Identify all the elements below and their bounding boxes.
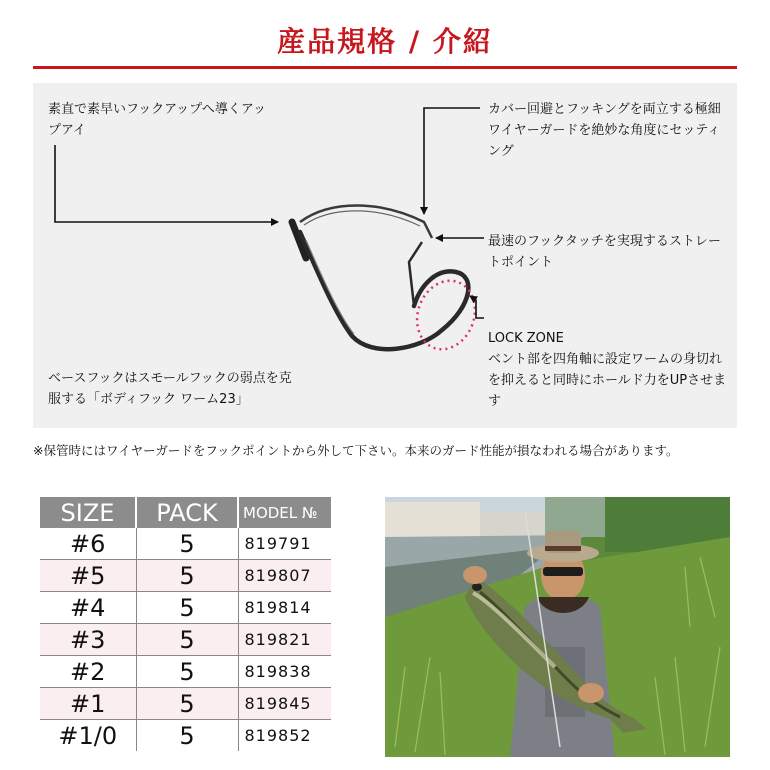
pack-cell: 5 [136, 720, 238, 752]
table-row [40, 688, 331, 720]
size-cell: #1/0 [58, 721, 118, 750]
base-hook-annotation: ベースフックはスモールフックの弱点を克服する「ボディフック ワーム23」 [48, 371, 292, 407]
title-divider [33, 66, 737, 69]
pack-cell: 5 [136, 592, 238, 624]
angler-photo [385, 497, 730, 757]
size-cell: #5 [40, 560, 136, 592]
model-cell: 819821 [238, 624, 331, 656]
model-cell: 819852 [238, 720, 331, 752]
lock-zone-title: LOCK ZONE [488, 331, 564, 346]
spec-table [40, 497, 331, 751]
size-cell: #6 [40, 528, 136, 560]
point-annotation: 最速のフックタッチを実現するストレートポイント [488, 234, 721, 270]
table-row [40, 528, 331, 560]
table-row [40, 720, 331, 752]
pack-cell: 5 [136, 528, 238, 560]
eye-annotation: 素直で素早いフックアップへ導くアップアイ [48, 102, 267, 138]
model-cell: 819838 [238, 656, 331, 688]
pack-cell: 5 [136, 560, 238, 592]
guard-annotation: カバー回避とフッキングを両立する極細ワイヤーガードを絶妙な角度にセッティング [488, 102, 721, 159]
storage-notice: ※保管時にはワイヤーガードをフックポイントから外して下さい。本来のガード性能が損なわれる場合があります。 [33, 443, 679, 458]
table-row [40, 560, 331, 592]
page-title: 産品規格 / 介紹 [277, 25, 493, 58]
model-cell: 819807 [238, 560, 331, 592]
model-cell: 819845 [238, 688, 331, 720]
pack-cell: 5 [136, 688, 238, 720]
spec-table-header [40, 497, 331, 528]
table-row [40, 592, 331, 624]
size-cell: #4 [40, 592, 136, 624]
pack-cell: 5 [136, 656, 238, 688]
size-header: SIZE [40, 497, 136, 528]
table-row [40, 656, 331, 688]
size-cell: #2 [40, 656, 136, 688]
pack-cell: 5 [136, 624, 238, 656]
size-cell: #1 [40, 688, 136, 720]
model-cell: 819791 [238, 528, 331, 560]
model-cell: 819814 [238, 592, 331, 624]
table-row [40, 624, 331, 656]
model-header: MODEL № [238, 497, 331, 528]
size-cell: #3 [40, 624, 136, 656]
lock-zone-annotation: ベント部を四角軸に設定ワームの身切れを抑えると同時にホールド力をUPさせます [488, 352, 727, 409]
pack-header: PACK [136, 497, 238, 528]
